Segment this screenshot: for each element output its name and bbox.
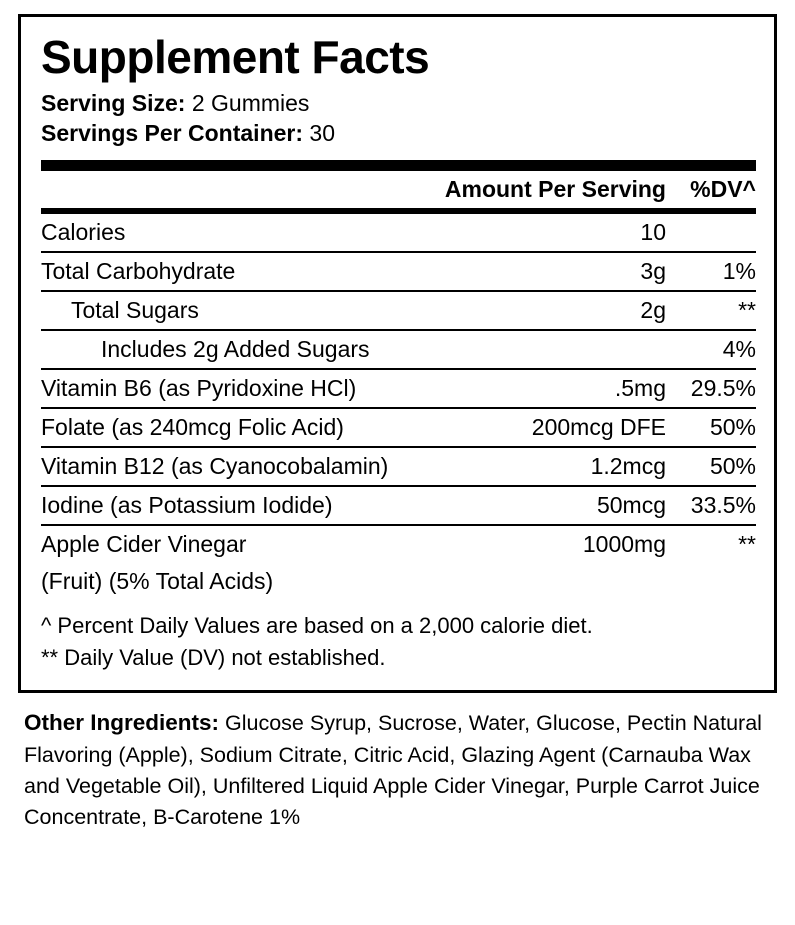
table-row <box>41 486 756 525</box>
row-dv: 4% <box>670 330 756 369</box>
row-name: Vitamin B12 (as Cyanocobalamin) <box>41 447 491 486</box>
servings-per-container-label: Servings Per Container: <box>41 120 304 147</box>
other-ingredients-text: Glucose Syrup, Sucrose, Water, Glucose, Pectin Natural Flavoring (Apple), Sodium Citrate, Citric Acid, Glazing Agent (Carnauba Wax and Vegetable Oil), Unfiltered Liquid Apple Cider Vinegar, Purple Carrot Juice Concentrate, B-Carotene 1% <box>24 711 762 829</box>
row-dv: ** <box>670 291 756 330</box>
row-dv <box>670 214 756 252</box>
row-dv: 50% <box>670 447 756 486</box>
nutrition-table <box>41 171 756 208</box>
table-row <box>41 408 756 447</box>
serving-size-line <box>41 88 756 118</box>
supplement-facts-panel <box>18 14 777 693</box>
footnote-dv-not-established: ** Daily Value (DV) not established. <box>41 645 386 671</box>
row-amount: 200mcg DFE <box>491 408 670 447</box>
panel-title: Supplement Facts <box>41 31 430 83</box>
other-ingredients <box>18 693 777 832</box>
row-amount: 1.2mcg <box>491 447 670 486</box>
row-dv: 50% <box>670 408 756 447</box>
table-row <box>41 252 756 291</box>
row-dv: 1% <box>670 252 756 291</box>
row-dv: 29.5% <box>670 369 756 408</box>
row-dv: ** <box>738 531 756 558</box>
row-dv: 33.5% <box>670 486 756 525</box>
footnotes <box>41 600 756 674</box>
row-name: Total Carbohydrate <box>41 252 491 291</box>
header-daily-value: %DV^ <box>690 176 756 203</box>
row-name: Apple Cider Vinegar <box>41 531 247 558</box>
servings-per-container-value: 30 <box>309 120 336 147</box>
footnote-daily-value-basis: ^ Percent Daily Values are based on a 2,000 calorie diet. <box>41 613 593 639</box>
table-row <box>41 369 756 408</box>
row-amount: 1000mg <box>582 531 666 558</box>
row-amount: 50mcg <box>491 486 670 525</box>
row-name: Iodine (as Potassium Iodide) <box>41 486 491 525</box>
table-row <box>41 214 756 252</box>
header-amount-per-serving: Amount Per Serving <box>444 176 666 203</box>
divider-thick-top <box>41 160 756 171</box>
row-name: Vitamin B6 (as Pyridoxine HCl) <box>41 369 491 408</box>
serving-size-label: Serving Size: <box>41 89 186 116</box>
table-row <box>41 330 756 369</box>
row-amount: 2g <box>491 291 670 330</box>
row-amount: 3g <box>491 252 670 291</box>
table-row <box>41 291 756 330</box>
row-amount <box>491 330 670 369</box>
servings-per-container-line <box>41 118 756 148</box>
row-name: Folate (as 240mcg Folic Acid) <box>41 408 491 447</box>
row-amount: .5mg <box>491 369 670 408</box>
table-row <box>41 525 756 563</box>
table-header-row <box>41 171 756 208</box>
table-row <box>41 447 756 486</box>
row-name: Calories <box>41 214 491 252</box>
row-amount <box>491 563 670 600</box>
nutrition-rows <box>41 214 756 600</box>
row-amount: 10 <box>491 214 670 252</box>
table-row-continuation <box>41 563 756 600</box>
other-ingredients-label: Other Ingredients: <box>24 710 220 736</box>
row-name: Total Sugars <box>41 291 491 330</box>
row-name: Includes 2g Added Sugars <box>41 330 491 369</box>
serving-size-value: 2 Gummies <box>191 89 310 116</box>
row-name: (Fruit) (5% Total Acids) <box>41 568 274 595</box>
row-dv <box>670 563 756 600</box>
